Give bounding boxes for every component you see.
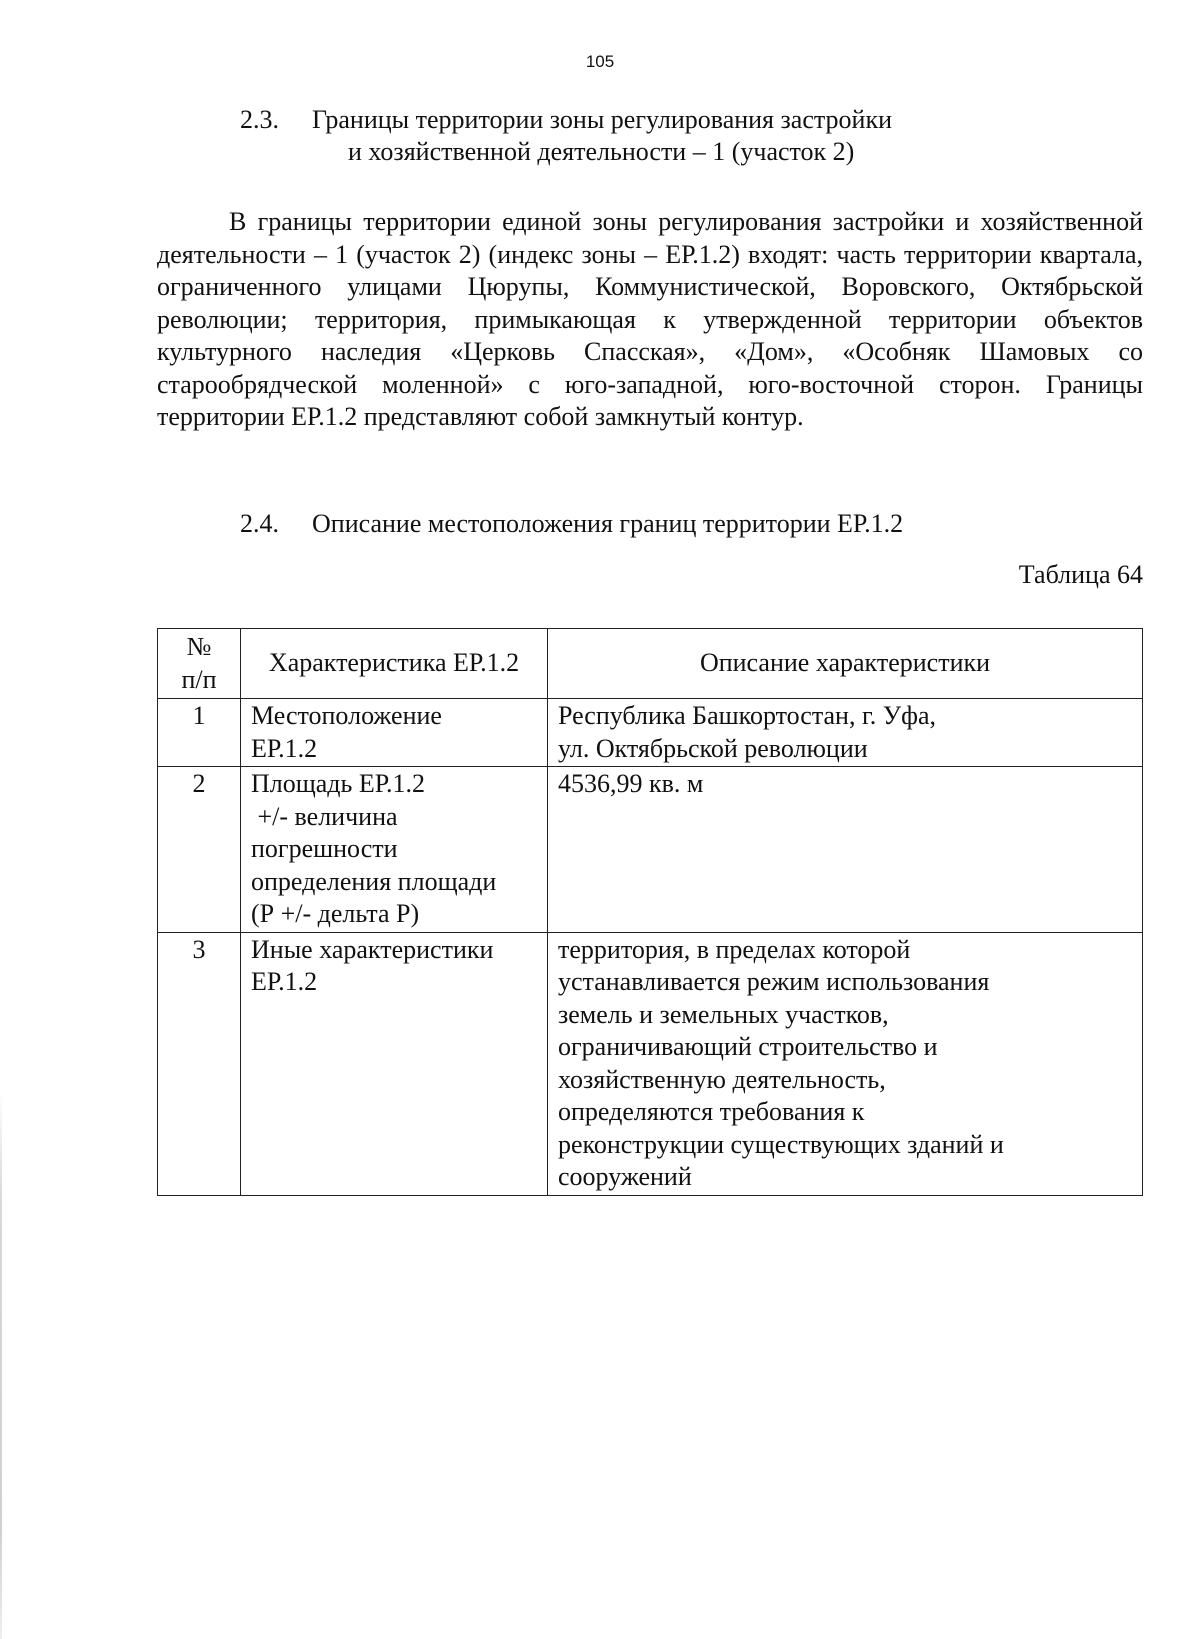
table-body [158,699,1143,1196]
section-number: 2.4. [240,509,279,538]
description-line: 4536,99 кв. м [558,769,704,798]
table-row [158,767,1143,933]
characteristics-table [157,628,1143,1196]
row-number-cell: 2 [158,767,241,933]
description-line: Республика Башкортостан, г. Уфа, [558,701,936,730]
description-line: ул. Октябрьской революции [558,733,868,763]
characteristic-cell [241,932,548,1195]
section-heading-2-4 [240,508,1040,540]
description-line: сооружений [558,1162,692,1191]
header-description: Описание характеристики [548,629,1143,699]
characteristic-line: Иные характеристики [251,934,494,964]
table-header-row [158,629,1143,699]
section-heading-2-3 [240,104,1040,168]
description-line: хозяйственную деятельность, [558,1064,886,1094]
section-title-line-1: Границы территории зоны регулирования застройки [312,105,893,134]
table-row [158,699,1143,767]
table-caption: Таблица 64 [1018,560,1143,589]
description-line: земель и земельных участков, [558,999,889,1029]
characteristic-line: ЕР.1.2 [251,733,318,763]
characteristic-line: +/- величина [251,801,398,831]
characteristic-line: Площадь ЕР.1.2 [251,769,425,798]
description-cell [548,699,1143,767]
description-cell [548,767,1143,933]
row-number-cell: 1 [158,699,241,767]
body-paragraph: В границы территории единой зоны регулирования застройки и хозяйственной деятельности – 1 (участок 2) (индекс зоны – ЕР.1.2) входят: часть территории квартала, ограниченного улицами Цюрупы, Коммунистической, Воровского, Октябрьской революции; территория, примыкающая к утвержденной территории объектов культурного наследия «Церковь Спасская», «Дом», «Особняк Шамовых со старообрядческой моленной» с юго-западной, юго-восточной сторон. Границы территории ЕР.1.2 представляют собой замкнутый контур. [157,207,1143,431]
row-number-cell: 3 [158,932,241,1195]
characteristic-cell [241,699,548,767]
characteristic-line: ЕР.1.2 [251,967,318,996]
description-line: устанавливается режим использования [558,967,990,996]
header-number-line-2: п/п [181,664,217,694]
description-line: ограничивающий строительство и [558,1032,938,1061]
characteristic-line: Местоположение [251,701,442,730]
header-number [158,629,241,699]
scan-edge-shadow [0,1090,2,1639]
section-title-line-2: и хозяйственной деятельности – 1 (участок 2) [348,137,855,166]
table-row [158,932,1143,1195]
characteristic-line: определения площади [251,866,497,896]
characteristic-cell [241,767,548,933]
header-characteristic: Характеристика ЕР.1.2 [241,629,548,699]
description-line: реконструкции существующих зданий и [558,1129,1004,1159]
description-cell [548,932,1143,1195]
section-heading-line-1 [240,104,1040,136]
header-number-line-1: № [186,632,212,661]
characteristic-line: погрешности [251,834,398,863]
description-line: определяются требования к [558,1097,865,1126]
section-title: Описание местоположения границ территории ЕР.1.2 [312,509,904,538]
page-number: 105 [585,52,615,71]
characteristic-line: (Р +/- дельта Р) [251,899,420,928]
section-number: 2.3. [240,105,279,134]
description-line: территория, в пределах которой [558,934,911,964]
